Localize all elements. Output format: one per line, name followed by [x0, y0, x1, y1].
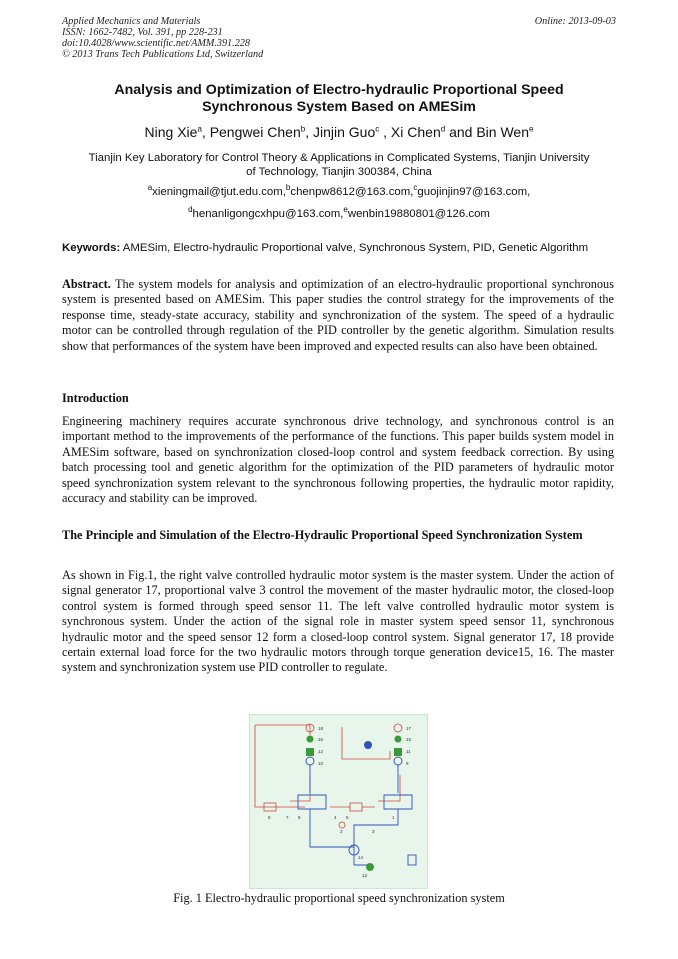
- email-a[interactable]: xieningmail@tjut.edu.com,: [152, 186, 286, 198]
- author-sep: ,: [201, 124, 210, 140]
- author-sep: ,: [305, 124, 313, 140]
- email-e[interactable]: wenbin19880801@126.com: [347, 208, 490, 220]
- signal-lines: [255, 725, 400, 807]
- author-list: [62, 123, 616, 141]
- reservoir-drop-icon: [364, 741, 372, 749]
- relief-valve-icon: [408, 855, 416, 865]
- author-sup: e: [529, 124, 534, 134]
- email-c[interactable]: guojinjin97@163.com,: [417, 186, 531, 198]
- figure-label: 9: [406, 761, 409, 766]
- motor-icon: [306, 757, 314, 765]
- email-sup-b: b: [285, 183, 291, 193]
- affiliation-line-1: Tianjin Key Laboratory for Control Theory & Applications in Complicated Systems, Tianjin University: [88, 152, 590, 164]
- figure-label: 10: [318, 761, 324, 766]
- hydraulic-lines: [298, 765, 412, 865]
- abstract-text: The system models for analysis and optimization of an electro-hydraulic proportional synchronous system is presented based on AMESim. This paper studies the control strategy for the improvements of the response time, steady-state accuracy, stability and synchronization of the system. The speed of a hydraulic motor can be controlled through regulation of the PID controller by the genetic algorithm. Simulation results show that performances of the system have been improved and expected results can also have been obtained.: [62, 277, 614, 353]
- figure-label: 18: [318, 726, 324, 731]
- figure-label: 3: [372, 829, 375, 834]
- figure-labels: [268, 726, 412, 878]
- figure-label: 13: [362, 873, 368, 878]
- issn-line: ISSN: 1662-7482, Vol. 391, pp 228-231: [62, 27, 223, 38]
- torque-device-icon: [307, 736, 314, 743]
- figure-label: 1: [392, 815, 395, 820]
- affiliation: [62, 151, 616, 179]
- email-d[interactable]: henanligongcxhpu@163.com,: [192, 208, 344, 220]
- figure-label: 4: [334, 815, 337, 820]
- author-name: Xi Chen: [390, 124, 441, 140]
- hydraulic-schematic: [250, 715, 427, 888]
- author-sup: c: [375, 124, 380, 134]
- figure-1: [249, 714, 428, 889]
- figure-label: 2: [340, 829, 343, 834]
- signal-line: [255, 725, 280, 807]
- torque-device-icon: [395, 736, 402, 743]
- author-sup: b: [300, 124, 306, 134]
- keywords-text: AMESim, Electro-hydraulic Proportional valve, Synchronous System, PID, Genetic Algorithm: [120, 242, 589, 254]
- author-sep: and: [445, 124, 477, 140]
- speed-sensor-icon: [394, 748, 402, 756]
- author-sup: d: [440, 124, 446, 134]
- electric-motor-icon: [366, 863, 374, 871]
- abstract-label: Abstract.: [62, 277, 111, 291]
- valve-block: [384, 795, 412, 809]
- figure-label: 8: [268, 815, 271, 820]
- keywords: [62, 241, 614, 255]
- introduction-heading: Introduction: [62, 391, 129, 405]
- title-line-1: Analysis and Optimization of Electro-hydraulic Proportional Speed: [114, 82, 564, 98]
- author-sep: ,: [379, 124, 391, 140]
- author-name: Jinjin Guo: [312, 124, 376, 140]
- components: [264, 724, 416, 871]
- introduction-text: Engineering machinery requires accurate synchronous drive technology, and synchronous control is an important method to the improvements of the performance of the functions. This paper builds system model in AMESim software, based on synchronization closed-loop control and system feedback correction. By using batch processing tool and genetic algorithm for the optimization of the PID parameters of hydraulic motor speed synchronization system relevant to the synchronous following properties, the hydraulic motor rapidity, accuracy and stability can be improved.: [62, 414, 614, 506]
- email-sup-a: a: [147, 183, 153, 193]
- email-b[interactable]: chenpw8612@163.com,: [290, 186, 414, 198]
- signal-line: [378, 775, 400, 801]
- author-name: Pengwei Chen: [209, 124, 301, 140]
- keywords-label: Keywords:: [62, 242, 121, 254]
- email-line-1: [62, 185, 616, 199]
- figure-label: 12: [318, 749, 324, 754]
- doi-line: doi:10.4028/www.scientific.net/AMM.391.228: [62, 38, 250, 49]
- figure-caption: Fig. 1 Electro-hydraulic proportional speed synchronization system: [173, 891, 505, 905]
- figure-label: 14: [358, 855, 364, 860]
- email-sup-c: c: [413, 183, 418, 193]
- journal-header: [62, 16, 616, 60]
- signal-line: [255, 725, 310, 735]
- online-date: Online: 2013-09-03: [534, 16, 616, 27]
- figure-label: 15: [406, 737, 412, 742]
- copyright-line: © 2013 Trans Tech Publications Ltd, Switzerland: [62, 49, 264, 60]
- speed-sensor-icon: [306, 748, 314, 756]
- figure-label: 7: [286, 815, 289, 820]
- paper-title: [62, 82, 616, 116]
- email-sup-d: d: [188, 205, 193, 215]
- principle-text: As shown in Fig.1, the right valve controlled hydraulic motor system is the master system. Under the action of signal generator 17, proportional valve 3 control the movement of the master hydraulic motor, the closed-loop control system is formed through speed sensor 11. The left valve controlled hydraulic motor system is synchronous system. Under the action of the signal role in master system speed sensor 11, synchronous hydraulic motor and the speed sensor 12 form a closed-loop control system. Signal generator 17, 18 provide certain external load force for the two hydraulic motors through torque generation device15, 16. The master system and synchronization system use PID controller to regulate.: [62, 568, 614, 675]
- motor-icon: [394, 757, 402, 765]
- title-line-2: Synchronous System Based on AMESim: [202, 99, 476, 115]
- figure-label: 5: [346, 815, 349, 820]
- pid-block: [350, 803, 362, 811]
- affiliation-line-2: of Technology, Tianjin 300384, China: [246, 166, 432, 178]
- abstract: [62, 277, 614, 354]
- signal-generator-icon: [394, 724, 402, 732]
- figure-label: 11: [406, 749, 411, 754]
- email-sup-e: e: [343, 205, 348, 215]
- signal-line: [290, 775, 310, 801]
- author-name: Bin Wen: [476, 124, 529, 140]
- figure-label: 17: [406, 726, 412, 731]
- figure-label: 16: [318, 737, 324, 742]
- figure-label: 6: [298, 815, 301, 820]
- journal-name: Applied Mechanics and Materials: [62, 16, 201, 27]
- principle-heading: The Principle and Simulation of the Electro-Hydraulic Proportional Speed Synchronization System: [62, 528, 583, 542]
- summing-junction-icon: [339, 822, 345, 828]
- author-sup: a: [197, 124, 202, 134]
- author-name: Ning Xie: [144, 124, 198, 140]
- email-line-2: [62, 207, 616, 221]
